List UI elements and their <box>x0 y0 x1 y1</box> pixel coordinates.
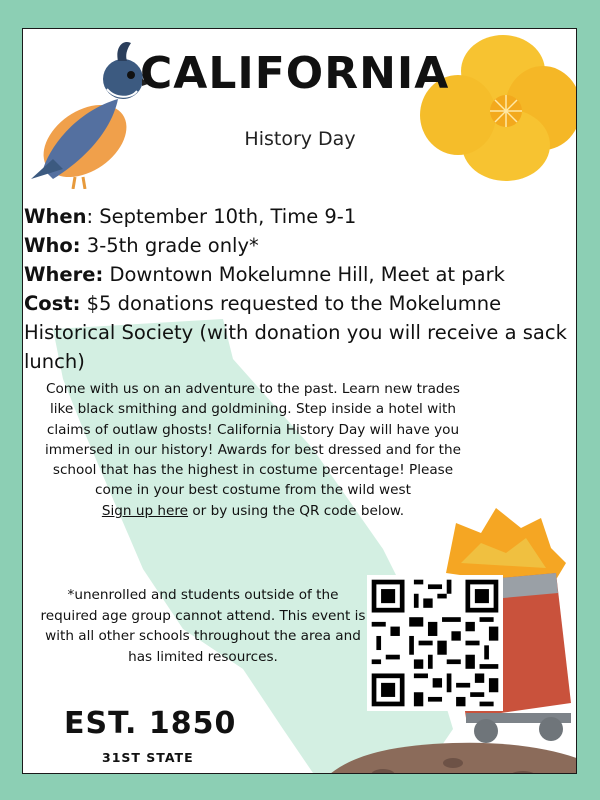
cost-label: Cost: <box>24 292 81 315</box>
cost-value: $5 donations requested to the Mokelumne Historical Society (with donation you will receive a sack lunch) <box>24 292 567 373</box>
signup-link[interactable]: Sign up here <box>101 502 189 519</box>
detail-when <box>24 202 574 231</box>
signup-rest-text: or by using the QR code below. <box>188 502 405 519</box>
page-subtitle: History Day <box>244 128 356 150</box>
detail-where <box>24 260 574 289</box>
state-number: 31ST STATE <box>102 750 194 765</box>
event-details <box>24 202 574 376</box>
where-label: Where: <box>24 263 104 286</box>
who-value: 3-5th grade only* <box>80 234 259 257</box>
detail-who <box>24 231 574 260</box>
page-title: CALIFORNIA <box>140 48 450 99</box>
where-value: Downtown Mokelumne Hill, Meet at park <box>103 263 505 286</box>
event-description <box>38 379 468 521</box>
when-value: : September 10th, Time 9-1 <box>86 205 357 228</box>
description-text: Come with us on an adventure to the past. Learn new trades like black smithing and goldmining. Step inside a hotel with claims of outlaw ghosts! California History Day will have you immersed in our history! Awards for best dressed and for the school that has the highest in costume percentage! Please come in your best costume from the wild west <box>45 381 461 499</box>
qr-code-icon[interactable] <box>367 575 503 711</box>
established-year: EST. 1850 <box>64 706 237 741</box>
eligibility-note: *unenrolled and students outside of the required age group cannot attend. This event is with all other schools throughout the area and has limited resources. <box>40 587 366 665</box>
who-label: Who: <box>24 234 81 257</box>
detail-cost <box>24 289 574 376</box>
rock-icon <box>313 735 577 774</box>
when-label: When <box>24 205 87 228</box>
